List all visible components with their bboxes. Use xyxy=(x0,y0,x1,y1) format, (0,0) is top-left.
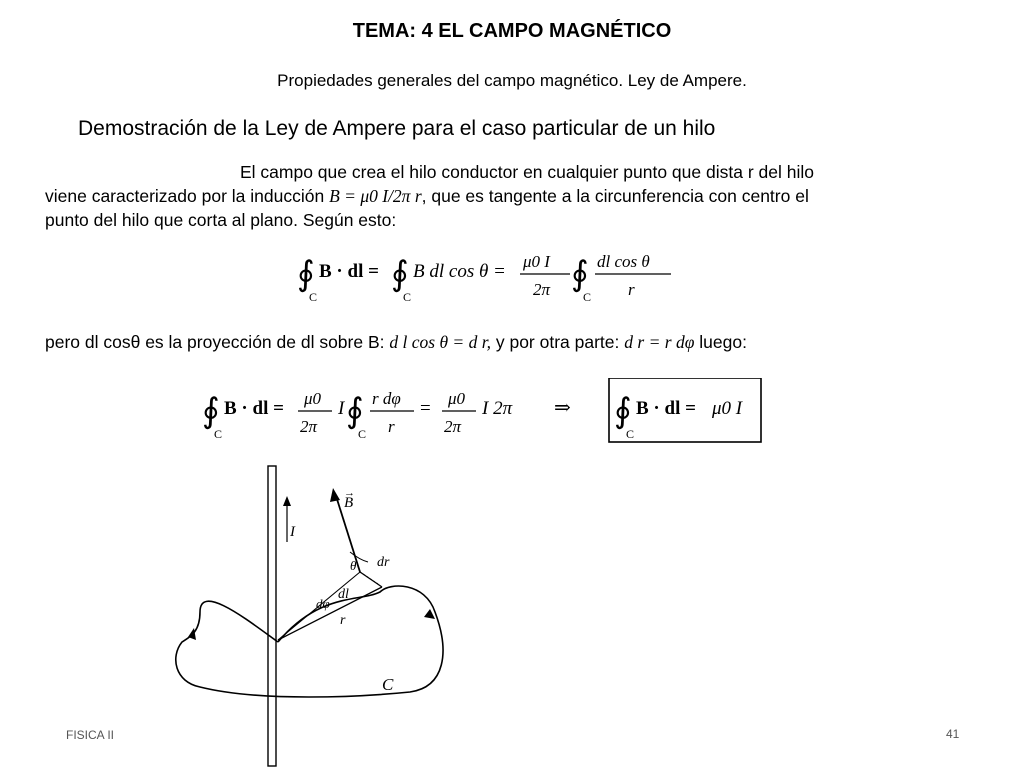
paragraph-field-description xyxy=(45,160,930,232)
equation-circulation xyxy=(295,245,685,307)
contour-subscript: C xyxy=(309,290,318,304)
label-dr: dr xyxy=(377,555,390,570)
label-I: I xyxy=(290,524,295,540)
contour-subscript: C xyxy=(403,290,412,304)
contour-integral-icon: ∮ xyxy=(571,256,589,293)
label-dl: dl xyxy=(338,587,349,602)
B-arrowhead-icon xyxy=(330,488,340,502)
current-arrowhead-icon xyxy=(283,496,291,506)
curve-arrowhead-icon xyxy=(424,609,435,619)
radius-vector xyxy=(278,587,382,640)
curve-arrowhead-icon xyxy=(188,628,196,640)
eq2-c3-denominator: 2π xyxy=(444,417,462,436)
eq2-current: I xyxy=(338,398,345,419)
para1-line3: punto del hilo que corta al plano. Según esto: xyxy=(45,210,397,230)
contour-integral-icon: ∮ xyxy=(391,256,409,293)
contour-subscript: C xyxy=(626,427,635,441)
eq2-c1-denominator: 2π xyxy=(300,417,318,436)
para1-formula-B: B = μ0 I/2π r xyxy=(329,186,422,206)
slide-number: 41 xyxy=(946,727,960,741)
ampere-wire-figure xyxy=(160,462,460,768)
label-r: r xyxy=(340,613,346,628)
para2-text-c: luego: xyxy=(699,332,747,352)
para2-text-b: y por otra parte: xyxy=(495,332,620,352)
eq2-c1-numerator: μ0 xyxy=(304,389,322,408)
label-C: C xyxy=(382,675,394,694)
wire xyxy=(268,466,276,766)
para1-line2-b: , que es tangente a la circunferencia con centro el xyxy=(421,186,809,206)
para2-formula-a: d l cos θ = d r, xyxy=(389,332,491,352)
boxed-rhs: μ0 I xyxy=(712,398,743,419)
eq1-mid-numerator: μ0 I xyxy=(523,252,550,271)
equation-derivation xyxy=(200,378,770,446)
eq2-lhs: B · dl = xyxy=(224,398,284,419)
slide-subtitle: Propiedades generales del campo magnético. Ley de Ampere. xyxy=(277,71,747,90)
boxed-lhs: B · dl = xyxy=(636,398,696,419)
para1-line2-a: viene caracterizado por la inducción xyxy=(45,186,325,206)
vector-arrow-icon: → xyxy=(344,487,355,499)
eq2-c2-denominator: r xyxy=(388,417,395,436)
para2-text-a: pero dl cosθ es la proyección de dl sobre B: xyxy=(45,332,385,352)
contour-integral-icon: ∮ xyxy=(202,393,220,430)
label-theta: θ xyxy=(350,558,357,573)
section-heading: Demostración de la Ley de Ampere para el caso particular de un hilo xyxy=(78,117,716,140)
eq2-c3-numerator: μ0 xyxy=(448,389,466,408)
eq1-lhs: B · dl = xyxy=(319,261,379,282)
label-dphi: dφ xyxy=(316,596,330,611)
contour-integral-icon: ∮ xyxy=(297,256,315,293)
implies-arrow-icon: ⇒ xyxy=(554,397,571,419)
contour-integral-icon: ∮ xyxy=(346,393,364,430)
contour-integral-icon: ∮ xyxy=(614,393,632,430)
equals-sign: = xyxy=(420,398,431,419)
eq2-tail: I 2π xyxy=(482,398,513,419)
eq1-mid-denominator: 2π xyxy=(533,280,551,299)
para1-line1: El campo que crea el hilo conductor en cualquier punto que dista r del hilo xyxy=(240,162,814,182)
para2-formula-b: d r = r dφ xyxy=(624,332,695,352)
contour-subscript: C xyxy=(214,427,223,441)
contour-subscript: C xyxy=(583,290,592,304)
eq1-term: B dl cos θ = xyxy=(413,261,506,282)
paragraph-projection xyxy=(45,330,930,354)
eq2-c2-numerator: r dφ xyxy=(372,389,401,408)
footer-course: FISICA II xyxy=(66,728,115,742)
contour-C xyxy=(176,586,443,697)
eq1-rhs-numerator: dl cos θ xyxy=(597,252,650,271)
eq1-rhs-denominator: r xyxy=(628,280,635,299)
slide-title: TEMA: 4 EL CAMPO MAGNÉTICO xyxy=(352,20,672,42)
contour-subscript: C xyxy=(358,427,367,441)
label-B: B xyxy=(344,495,354,511)
